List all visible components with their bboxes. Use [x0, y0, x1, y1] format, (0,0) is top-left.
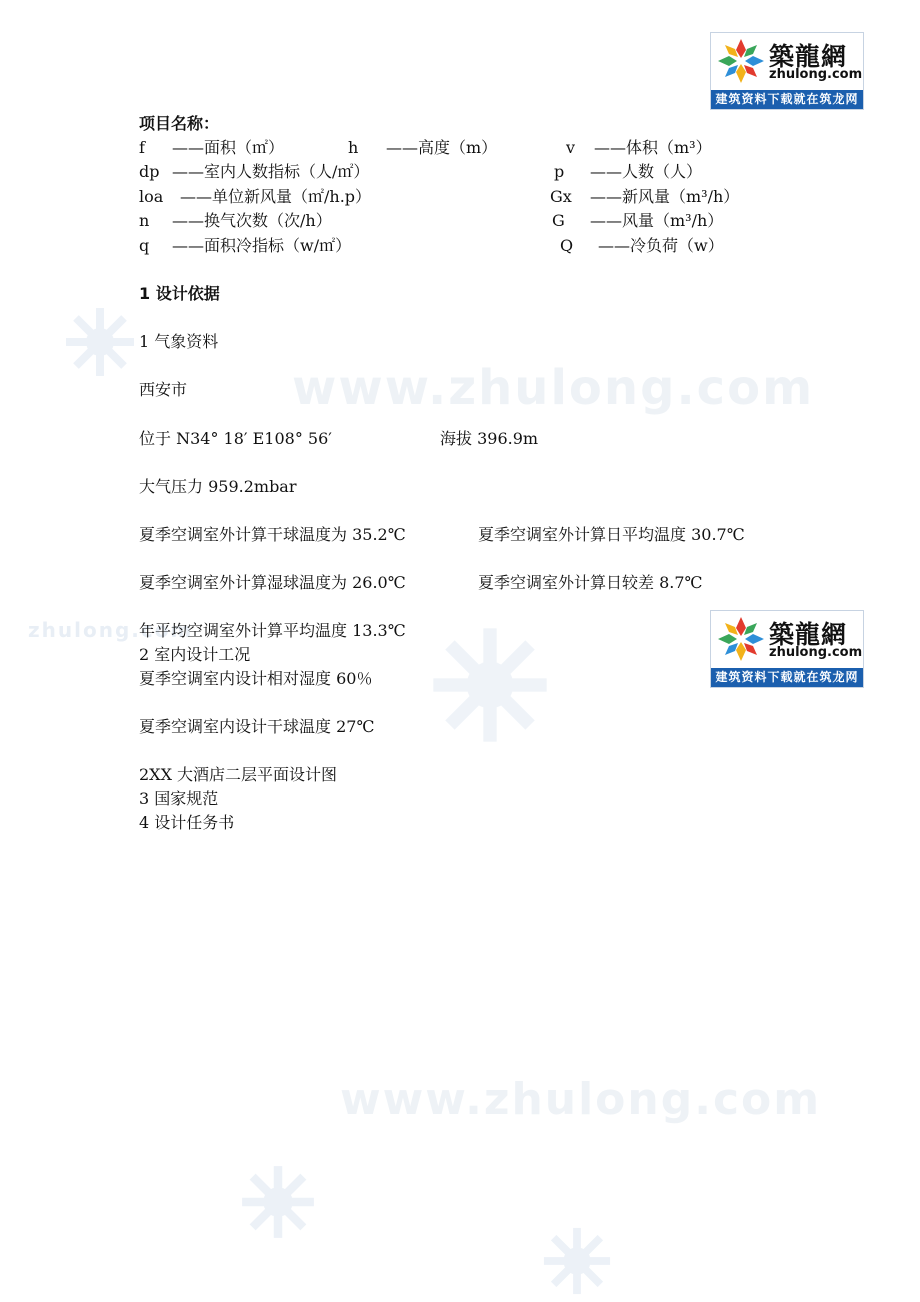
symbol-desc: ——单位新风量（㎡/h.p） — [180, 187, 372, 206]
section-heading: 1 设计依据 — [139, 284, 220, 303]
symbol-desc: ——面积（㎡） — [172, 138, 285, 157]
subsection-title: 1 气象资料 — [139, 332, 219, 351]
symbol-desc: ——冷负荷（w） — [598, 236, 724, 255]
summer-dry-bulb-temp: 夏季空调室外计算干球温度为 35.2℃ — [139, 525, 406, 544]
snowflake-watermark-icon — [64, 306, 136, 378]
symbol-key: p — [554, 162, 565, 181]
subsection-title: 2 室内设计工况 — [139, 645, 251, 664]
pinwheel-logo-icon — [715, 614, 767, 664]
snowflake-watermark-icon — [240, 1164, 316, 1240]
watermark-text: zhulong.com — [28, 618, 194, 642]
reference-item: 3 国家规范 — [139, 789, 219, 808]
logo-name-cn: 築龍網 — [769, 42, 848, 71]
indoor-relative-humidity: 夏季空调室内设计相对湿度 60％ — [139, 669, 373, 688]
annual-avg-temp: 年平均空调室外计算平均温度 13.3℃ — [139, 621, 406, 640]
symbol-key: h — [348, 138, 359, 157]
symbol-key: loa — [139, 187, 164, 206]
symbol-key: f — [139, 138, 145, 157]
symbol-key: Gx — [550, 187, 572, 206]
city-name: 西安市 — [139, 380, 188, 399]
altitude: 海拔 396.9m — [440, 429, 539, 448]
location-coords: 位于 N34° 18′ E108° 56′ — [139, 429, 332, 448]
logo-slogan: 建筑资料下载就在筑龙网 — [711, 90, 863, 109]
symbol-key: Q — [560, 236, 574, 255]
logo-name-en: zhulong.com — [769, 67, 863, 82]
symbol-key: q — [139, 236, 150, 255]
symbol-desc: ——人数（人） — [590, 162, 703, 181]
logo-name-en: zhulong.com — [769, 645, 863, 660]
summer-daily-avg-temp: 夏季空调室外计算日平均温度 30.7℃ — [478, 525, 745, 544]
symbol-desc: ——室内人数指标（人/㎡） — [172, 162, 370, 181]
symbol-key: v — [566, 138, 576, 157]
symbol-desc: ——体积（m³） — [594, 138, 712, 157]
symbol-key: n — [139, 211, 150, 230]
snowflake-watermark-icon — [542, 1226, 612, 1296]
reference-item: 4 设计任务书 — [139, 813, 235, 832]
symbol-desc: ——新风量（m³/h） — [590, 187, 740, 206]
indoor-dry-bulb-temp: 夏季空调室内设计干球温度 27℃ — [139, 717, 375, 736]
logo-name-cn: 築龍網 — [769, 620, 848, 649]
watermark-text: www.zhulong.com — [292, 360, 815, 416]
reference-item: 2XX 大酒店二层平面设计图 — [139, 765, 338, 784]
snowflake-watermark-icon — [430, 625, 550, 745]
logo-slogan: 建筑资料下载就在筑龙网 — [711, 668, 863, 687]
symbol-key: G — [552, 211, 565, 230]
symbol-desc: ——面积冷指标（w/㎡） — [172, 236, 352, 255]
symbol-key: dp — [139, 162, 160, 181]
watermark-text: www.zhulong.com — [340, 1074, 822, 1125]
symbol-desc: ——高度（m） — [386, 138, 498, 157]
symbol-desc: ——换气次数（次/h） — [172, 211, 332, 230]
summer-wet-bulb-temp: 夏季空调室外计算湿球温度为 26.0℃ — [139, 573, 406, 592]
pinwheel-logo-icon — [715, 36, 767, 86]
summer-daily-range: 夏季空调室外计算日较差 8.7℃ — [478, 573, 703, 592]
atmospheric-pressure: 大气压力 959.2mbar — [139, 477, 297, 496]
symbol-desc: ——风量（m³/h） — [590, 211, 724, 230]
zhulong-logo — [710, 32, 864, 110]
zhulong-logo — [710, 610, 864, 688]
project-heading: 项目名称： — [139, 114, 220, 133]
